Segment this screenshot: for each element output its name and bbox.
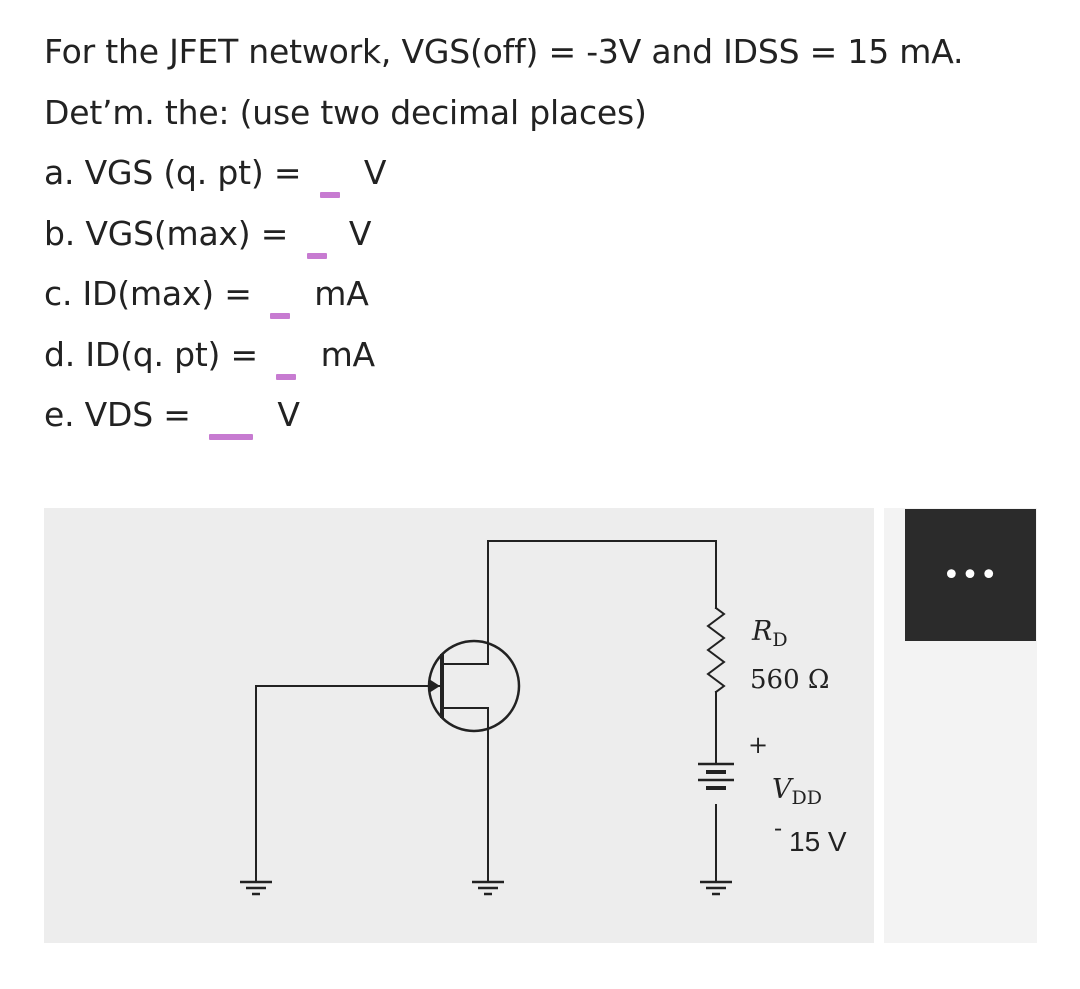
ground-symbol-battery <box>700 882 732 894</box>
circuit-figure <box>44 508 874 943</box>
question-item-a <box>44 143 1054 204</box>
jfet-symbol <box>429 641 519 731</box>
vdd-value: 15 V <box>789 826 847 857</box>
item-c-unit: mA <box>314 274 369 313</box>
item-e-unit: V <box>277 395 300 434</box>
vdd-label-sub: DD <box>791 787 822 809</box>
question-item-d <box>44 325 1054 386</box>
ground-symbol-source <box>472 882 504 894</box>
item-b-unit: V <box>348 213 372 253</box>
question-text <box>44 22 1054 446</box>
item-e-prefix: e. VDS = <box>44 395 191 434</box>
rd-value: 560 Ω <box>750 665 830 695</box>
battery-minus-sign: - <box>774 814 783 842</box>
rd-label-sub: D <box>772 629 788 651</box>
jfet-circuit-diagram <box>44 508 874 943</box>
figure-area <box>44 508 1037 943</box>
item-c-prefix: c. ID(max) = <box>44 274 252 313</box>
rd-label: $R_D$ <box>752 616 788 651</box>
resistor-rd <box>708 608 724 692</box>
question-item-c <box>44 264 1054 325</box>
item-d-unit: mA <box>320 334 375 374</box>
more-options-button[interactable] <box>905 509 1036 641</box>
item-d-prefix: d. ID(q. pt) = <box>44 334 258 374</box>
question-line-2: Det’m. the: (use two decimal places) <box>44 92 647 132</box>
gate-wire <box>256 686 442 880</box>
battery-plus-sign: + <box>748 731 769 759</box>
drain-wire <box>488 541 716 664</box>
question-line-1: For the JFET network, VGS(off) = -3V and IDSS = 15 mA. <box>44 32 964 71</box>
item-a-unit: V <box>363 153 387 192</box>
battery-vdd <box>698 764 734 788</box>
more-options-icon: ••• <box>942 557 999 593</box>
item-b-prefix: b. VGS(max) = <box>44 213 289 253</box>
question-item-e <box>44 385 1054 446</box>
question-item-b <box>44 204 1054 265</box>
ground-symbol-gate <box>240 882 272 894</box>
item-a-prefix: a. VGS (q. pt) = <box>44 153 302 192</box>
jfet-gate-arrow <box>429 679 440 693</box>
vdd-label: $V_{DD}$ <box>772 774 822 809</box>
